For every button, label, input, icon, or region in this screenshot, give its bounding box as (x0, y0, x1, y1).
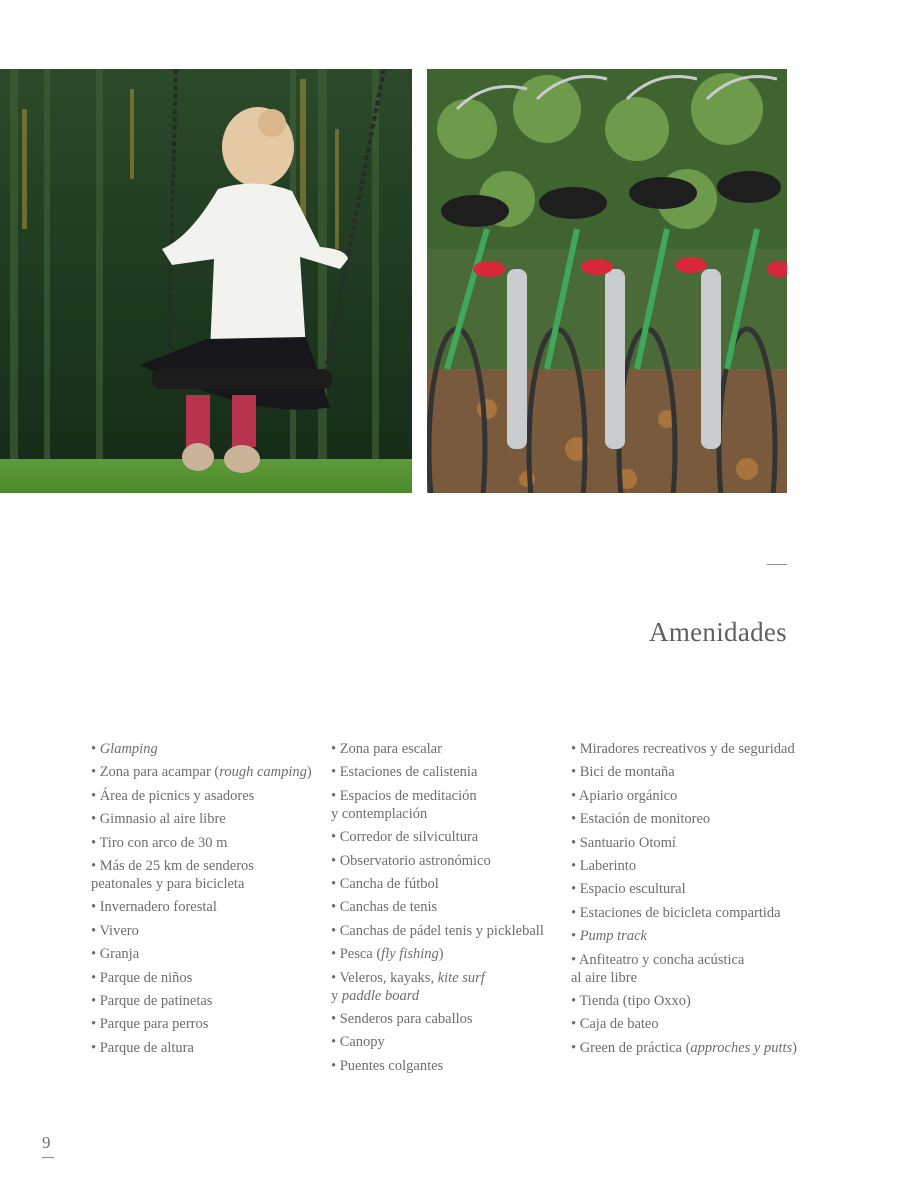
title-dash (767, 564, 787, 565)
amenity-text: • Granja (91, 946, 140, 963)
page-number: 9 (42, 1133, 51, 1152)
amenity-text: • Laberinto (571, 857, 637, 874)
amenity-text: • Invernadero forestal (91, 899, 217, 916)
swing-photo-illustration (0, 69, 412, 493)
amenity-text: fly fishing (381, 946, 439, 963)
amenity-item (91, 763, 326, 781)
amenity-text: • Estaciones de bicicleta compartida (571, 904, 781, 921)
amenity-text: • Estación de monitoreo (571, 811, 711, 828)
amenity-item (571, 951, 811, 987)
amenity-item (571, 880, 811, 898)
amenity-item (571, 740, 811, 758)
amenity-text: • Caja de bateo (571, 1016, 659, 1033)
amenity-item (571, 992, 811, 1010)
amenity-text: • Vivero (91, 922, 139, 939)
amenity-text: • (571, 928, 580, 945)
amenity-text: • Anfiteatro y concha acústica (571, 951, 745, 968)
amenity-text: kite surf (437, 969, 485, 986)
amenity-text: • Apiario orgánico (571, 787, 678, 804)
amenity-text: • Zona para escalar (331, 741, 442, 757)
amenity-item (331, 922, 566, 940)
page-title: Amenidades (649, 617, 787, 647)
amenity-text: • Senderos para caballos (331, 1010, 473, 1027)
amenity-item (91, 945, 326, 963)
amenity-text: • Observatorio astronómico (331, 852, 491, 869)
amenity-text: • Parque de niños (91, 969, 193, 986)
bicycles-photo-illustration (427, 69, 787, 493)
amenity-text: approches y putts (690, 1039, 793, 1056)
amenity-item (91, 922, 326, 940)
amenity-item (331, 898, 566, 916)
amenity-text: • Corredor de silvicultura (331, 829, 479, 846)
amenity-text: • Tienda (tipo Oxxo) (571, 992, 691, 1009)
amenity-text: y (331, 987, 342, 1004)
amenity-text: ) (306, 764, 312, 781)
amenity-text: Glamping (99, 741, 158, 757)
amenity-item (331, 969, 566, 1005)
amenity-text: al aire libre (571, 969, 638, 986)
amenity-item (571, 857, 811, 875)
amenity-item (331, 1057, 566, 1075)
amenity-item (91, 898, 326, 916)
amenity-item (571, 1039, 811, 1057)
amenity-item (91, 1015, 326, 1033)
amenity-item (331, 828, 566, 846)
amenity-text: • Parque para perros (91, 1016, 209, 1033)
amenity-item (571, 834, 811, 852)
bicycles-photo (427, 69, 787, 493)
amenity-item (91, 740, 326, 758)
amenity-item (571, 1015, 811, 1033)
amenity-text: • Gimnasio al aire libre (91, 811, 226, 828)
amenity-text: y contemplación (331, 805, 428, 822)
amenity-text: • Espacio escultural (571, 881, 686, 898)
amenity-text: • Puentes colgantes (331, 1057, 444, 1074)
amenity-item (91, 857, 326, 893)
amenity-item (571, 904, 811, 922)
amenity-text: • Canchas de pádel tenis y pickleball (331, 922, 544, 939)
amenity-text: • Parque de patinetas (91, 992, 213, 1009)
swing-photo (0, 69, 412, 493)
amenity-text: • Santuario Otomí (571, 834, 676, 851)
amenity-item (331, 1010, 566, 1028)
amenity-item (331, 1033, 566, 1051)
amenity-text: • Tiro con arco de 30 m (91, 834, 228, 851)
amenities-column-2 (331, 740, 566, 1080)
amenity-item (91, 969, 326, 987)
amenity-text: • Pesca ( (331, 946, 382, 963)
amenity-text: rough camping (219, 764, 307, 781)
amenity-item (571, 810, 811, 828)
amenity-item (331, 875, 566, 893)
amenity-item (331, 763, 566, 781)
amenity-text: • (91, 741, 100, 757)
amenity-text: • Green de práctica ( (571, 1039, 691, 1056)
amenity-text: Pump track (579, 928, 647, 945)
amenities-column-1 (91, 740, 326, 1062)
amenity-text: ) (438, 946, 444, 963)
amenities-column-3 (571, 740, 811, 1062)
amenity-item (91, 992, 326, 1010)
amenity-text: • Estaciones de calistenia (331, 764, 478, 781)
amenity-item (571, 763, 811, 781)
amenity-item (91, 1039, 326, 1057)
amenity-item (571, 787, 811, 805)
page-number-rule (42, 1157, 54, 1158)
amenity-text: • Canopy (331, 1034, 385, 1051)
amenity-item (331, 852, 566, 870)
amenity-item (331, 740, 566, 758)
amenity-text: • Miradores recreativos y de seguridad (571, 741, 795, 757)
amenity-text: • Canchas de tenis (331, 899, 438, 916)
amenity-item (331, 945, 566, 963)
amenity-text: • Bici de montaña (571, 764, 675, 781)
amenity-text: peatonales y para bicicleta (91, 875, 245, 892)
amenity-item (91, 810, 326, 828)
amenity-text: ) (792, 1039, 798, 1056)
amenity-text: • Más de 25 km de senderos (91, 857, 254, 874)
amenity-item (91, 834, 326, 852)
amenity-text: • Espacios de meditación (331, 787, 477, 804)
amenity-text: paddle board (341, 987, 420, 1004)
amenity-text: • Parque de altura (91, 1039, 194, 1056)
amenity-text: • Veleros, kayaks, (331, 969, 438, 986)
amenity-item (331, 787, 566, 823)
amenity-item (91, 787, 326, 805)
amenity-text: • Zona para acampar ( (91, 764, 220, 781)
amenity-item (571, 927, 811, 945)
amenity-text: • Cancha de fútbol (331, 875, 439, 892)
amenity-text: • Área de picnics y asadores (91, 787, 255, 804)
